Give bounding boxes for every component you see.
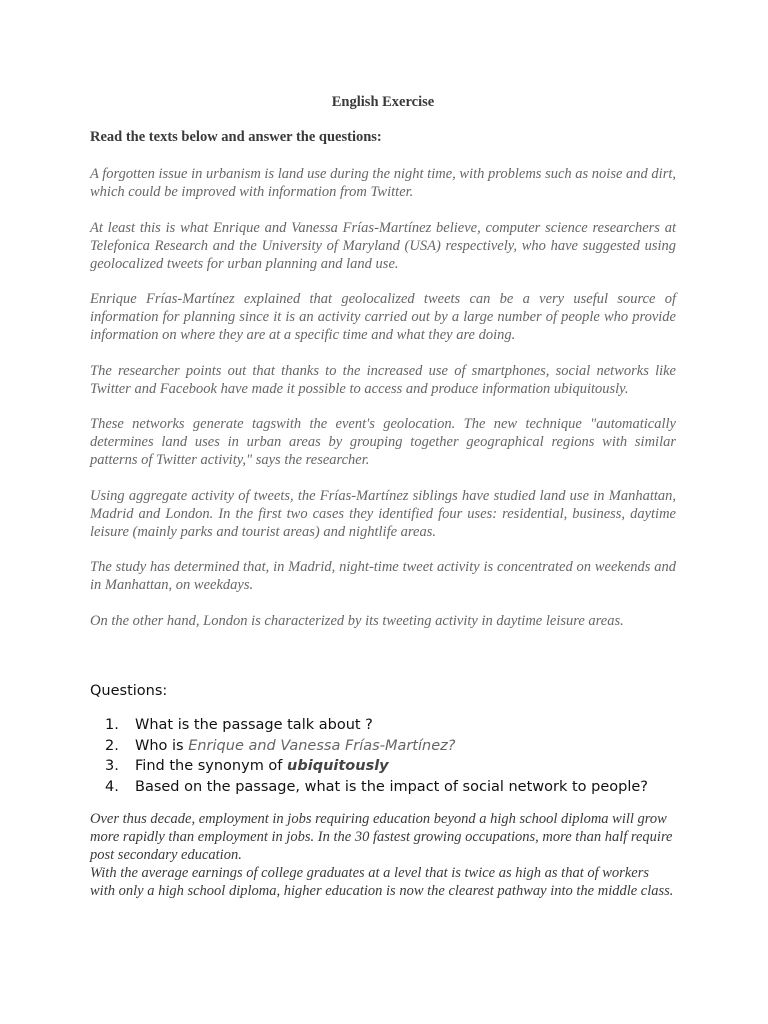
passage-paragraph: These networks generate tagswith the event's geolocation. The new technique "automatically determines land uses in urban areas by grouping together geographical regions with similar patterns of Twitter activity," says the researcher. bbox=[90, 416, 676, 468]
passage-paragraph: A forgotten issue in urbanism is land use during the night time, with problems such as noise and dirt, which could be improved with information from Twitter. bbox=[90, 166, 676, 200]
passage-paragraph: The study has determined that, in Madrid, night-time tweet activity is concentrated on weekends and in Manhattan, on weekdays. bbox=[90, 559, 676, 593]
passage-paragraph: Enrique Frías-Martínez explained that geolocalized tweets can be a very useful source of information for planning since it is an activity carried out by a large number of people who provide information on where they are at a specific time and what they are doing. bbox=[90, 291, 676, 343]
question-item bbox=[90, 736, 690, 757]
passage-paragraph: Using aggregate activity of tweets, the Frías-Martínez siblings have studied land use in Manhattan, Madrid and London. In the first two cases they identified four uses: residential, business, daytime leisure (mainly parks and tourist areas) and nightlife areas. bbox=[90, 487, 676, 540]
reading-passage bbox=[90, 165, 676, 647]
document-title: English Exercise bbox=[331, 94, 435, 110]
question-item bbox=[90, 715, 690, 736]
closing-passage bbox=[90, 810, 676, 900]
question-number: 2. bbox=[105, 737, 119, 754]
closing-paragraph: With the average earnings of college graduates at a level that is twice as high as that of workers with only a high school diploma, higher education is now the clearest pathway into the middle class. bbox=[90, 865, 674, 899]
passage-paragraph: On the other hand, London is characterized by its tweeting activity in daytime leisure areas. bbox=[90, 612, 624, 629]
question-text: Who is bbox=[135, 737, 189, 754]
passage-paragraph: At least this is what Enrique and Vanessa Frías-Martínez believe, computer science researchers at Telefonica Research and the University of Maryland (USA) respectively, who have suggested using geolocalized tweets for urban planning and land use. bbox=[90, 219, 676, 272]
question-text: Based on the passage, what is the impact of social network to people? bbox=[135, 779, 649, 796]
closing-paragraph: Over thus decade, employment in jobs requiring education beyond a high school diploma will grow more rapidly than employment in jobs. In the 30 fastest growing occupations, more than half require post secondary education. bbox=[90, 811, 673, 863]
questions-list bbox=[90, 715, 690, 798]
question-number: 3. bbox=[105, 758, 119, 775]
question-item bbox=[90, 777, 690, 798]
question-number: 1. bbox=[105, 717, 119, 733]
questions-heading: Questions: bbox=[90, 683, 168, 699]
passage-paragraph: The researcher points out that thanks to the increased use of smartphones, social networks like Twitter and Facebook have made it possible to access and produce information ubiquitously. bbox=[90, 362, 676, 397]
question-text: What is the passage talk about ? bbox=[135, 717, 373, 733]
question-emphasis: ubiquitously bbox=[287, 758, 389, 775]
question-number: 4. bbox=[105, 779, 119, 796]
question-emphasis: Enrique and Vanessa Frías-Martínez? bbox=[188, 737, 456, 754]
instruction-text: Read the texts below and answer the questions: bbox=[90, 129, 382, 145]
question-text: Find the synonym of bbox=[135, 758, 288, 775]
question-item bbox=[90, 756, 690, 777]
